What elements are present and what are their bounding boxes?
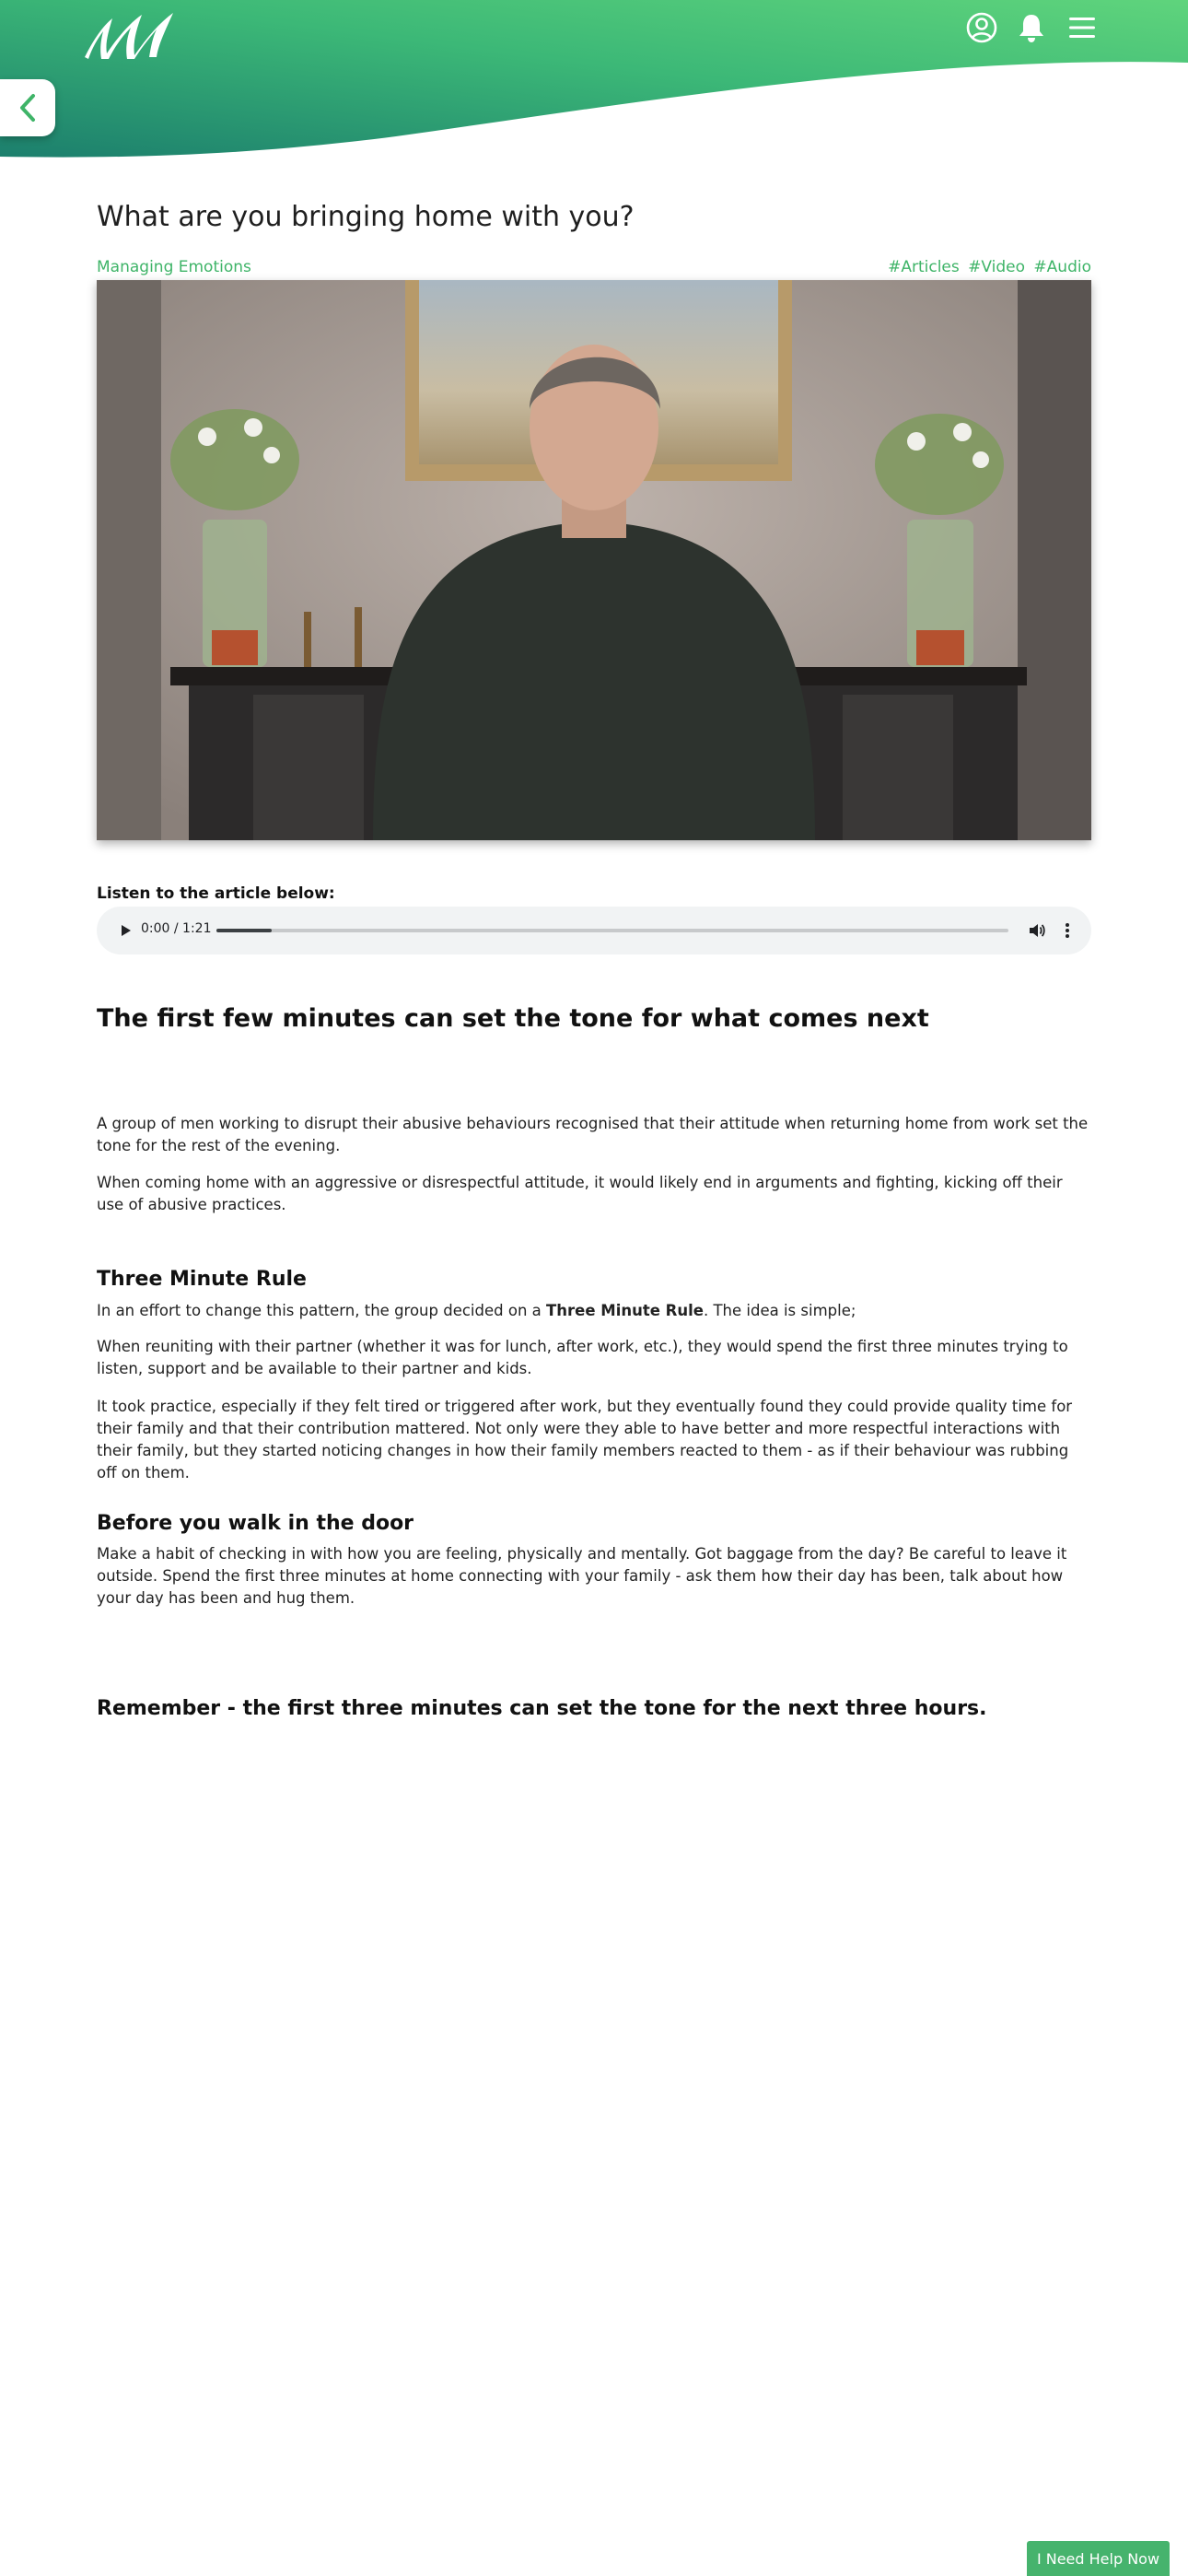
menu-icon[interactable] <box>1066 11 1099 44</box>
paragraph-2: When coming home with an aggressive or disrespectful attitude, it would likely end in arguments and fighting, kicking off their use of abusive practices. <box>97 1174 1063 1213</box>
article-heading: The first few minutes can set the tone for what comes next <box>97 1004 929 1033</box>
audio-progress-track[interactable] <box>216 929 1008 932</box>
closing-statement: Remember - the first three minutes can set the tone for the next three hours. <box>97 1697 987 1720</box>
video-frame <box>97 280 1091 840</box>
back-button[interactable] <box>0 79 55 136</box>
section1-paragraph-1 <box>97 1300 1091 1322</box>
tag-list <box>884 258 1091 276</box>
volume-icon[interactable] <box>1027 920 1047 941</box>
section1-paragraph-3: It took practice, especially if they felt tired or triggered after work, but they eventually found they could provide quality time for their family and that their contribution mattered. Not only were they able to have better and more respectful interactions with their family, but they started noticing changes in how their family members reacted to them - as if their behaviour was rubbing off on them. <box>97 1398 1073 1481</box>
tag-articles[interactable]: #Articles <box>888 258 960 276</box>
section2-paragraph-1: Make a habit of checking in with how you are feeling, physically and mentally. Got baggage from the day? Be careful to leave it outside. Spend the first three minutes at home connecting with your family - ask them how their day has been, talk about how your day has been and hug them. <box>97 1545 1067 1607</box>
audio-time: 0:00 / 1:21 <box>141 921 212 936</box>
header <box>0 0 1188 166</box>
category-link[interactable]: Managing Emotions <box>97 258 251 276</box>
header-wave-background <box>0 0 1188 166</box>
paragraph-1: A group of men working to disrupt their abusive behaviours recognised that their attitude when returning home from work set the tone for the rest of the evening. <box>97 1115 1089 1154</box>
more-options-icon[interactable] <box>1062 920 1073 941</box>
page-title: What are you bringing home with you? <box>97 201 635 233</box>
three-minute-rule-bold: Three Minute Rule <box>546 1302 704 1319</box>
section-heading-before-you-walk: Before you walk in the door <box>97 1512 414 1535</box>
brand-logo[interactable] <box>81 6 177 63</box>
section-heading-three-minute-rule: Three Minute Rule <box>97 1268 307 1291</box>
play-icon[interactable] <box>117 922 134 939</box>
video-player[interactable] <box>97 280 1091 840</box>
chevron-left-icon <box>17 92 38 123</box>
section1-p1-text: In an effort to change this pattern, the group decided on a <box>97 1302 547 1319</box>
section1-p1-text-end: . The idea is simple; <box>703 1302 856 1319</box>
listen-label: Listen to the article below: <box>97 884 335 903</box>
audio-progress-fill <box>216 929 272 932</box>
user-icon[interactable] <box>965 11 998 44</box>
bell-icon[interactable] <box>1015 11 1048 44</box>
tag-video[interactable]: #Video <box>968 258 1026 276</box>
help-now-button[interactable]: I Need Help Now <box>1027 2541 1170 2576</box>
audio-player[interactable] <box>97 907 1091 954</box>
tag-audio[interactable]: #Audio <box>1033 258 1091 276</box>
section1-paragraph-2: When reuniting with their partner (whether it was for lunch, after work, etc.), they would spend the first three minutes trying to listen, support and be available to their partner and kids. <box>97 1338 1068 1377</box>
